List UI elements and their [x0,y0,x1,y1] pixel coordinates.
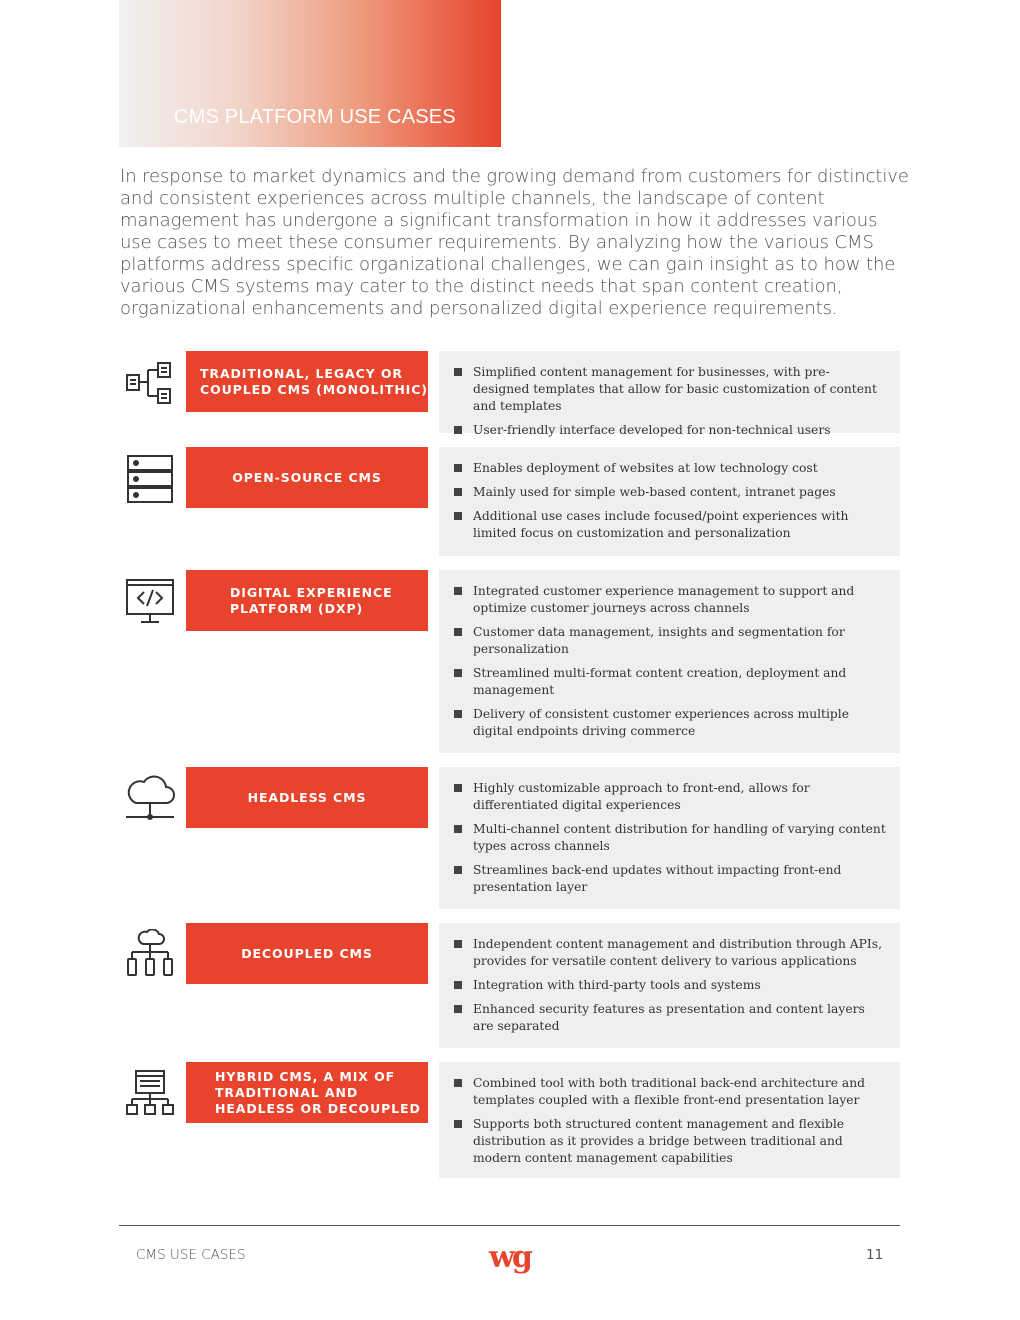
bullet-item: Supports both structured content management and flexible distribution as it provides a bridge between traditional and modern content management capabilities [454,1116,886,1167]
page-title: CMS PLATFORM USE CASES [174,106,456,128]
page-number: 11 [866,1247,884,1263]
use-case-label: HYBRID CMS, A MIX OF TRADITIONAL AND HEADLESS OR DECOUPLED [186,1062,428,1123]
code-monitor-icon [124,576,176,628]
bullet-item: Independent content management and distribution through APIs, provides for versatile content delivery to various applications [454,936,886,970]
header-banner [119,0,501,147]
use-case-label: OPEN-SOURCE CMS [186,447,428,508]
bullet-item: Highly customizable approach to front-end, allows for differentiated digital experiences [454,780,886,814]
server-stack-icon [124,453,176,505]
browser-hierarchy-icon [124,1068,176,1120]
footer-section-title: CMS USE CASES [136,1247,246,1263]
use-case-label: HEADLESS CMS [186,767,428,828]
use-case-bullets [439,447,900,556]
use-case-bullets [439,767,900,909]
bullet-item: Integrated customer experience management to support and optimize customer journeys across channels [454,583,886,617]
bullet-item: Mainly used for simple web-based content, intranet pages [454,484,886,501]
cloud-devices-icon [124,929,176,981]
brand-logo: wg [489,1240,530,1275]
bullet-item: Combined tool with both traditional back-end architecture and templates coupled with a flexible front-end presentation layer [454,1075,886,1109]
bullet-item: Enhanced security features as presentation and content layers are separated [454,1001,886,1035]
document-network-icon [124,357,176,409]
bullet-item: Customer data management, insights and segmentation for personalization [454,624,886,658]
bullet-item: Streamlined multi-format content creation, deployment and management [454,665,886,699]
bullet-item: Streamlines back-end updates without impacting front-end presentation layer [454,862,886,896]
bullet-item: Additional use cases include focused/point experiences with limited focus on customization and personalization [454,508,886,542]
use-case-bullets [439,923,900,1048]
bullet-item: Integration with third-party tools and systems [454,977,886,994]
bullet-item: User-friendly interface developed for non-technical users [454,422,886,439]
bullet-item: Simplified content management for businesses, with pre-designed templates that allow for basic customization of content and templates [454,364,886,415]
use-case-bullets [439,1062,900,1178]
bullet-item: Enables deployment of websites at low technology cost [454,460,886,477]
use-case-bullets [439,570,900,753]
footer-divider [119,1225,900,1226]
use-case-bullets [439,351,900,437]
use-case-label: DIGITAL EXPERIENCE PLATFORM (DXP) [186,570,428,631]
cloud-network-icon [124,771,176,823]
use-case-label: TRADITIONAL, LEGACY OR COUPLED CMS (MONOLITHIC) [186,351,428,412]
use-case-label: DECOUPLED CMS [186,923,428,984]
bullet-item: Delivery of consistent customer experiences across multiple digital endpoints driving commerce [454,706,886,740]
intro-paragraph: In response to market dynamics and the growing demand from customers for distinctive and consistent experiences across multiple channels, the landscape of content management has undergone a significant transformation in how it addresses various use cases to meet these consumer requirements. By analyzing how the various CMS platforms address specific organizational challenges, we can gain insight as to how the various CMS systems may cater to the distinct needs that span content creation, organizational enhancements and personalized digital experience requirements. [120,166,909,319]
bullet-item: Multi-channel content distribution for handling of varying content types across channels [454,821,886,855]
